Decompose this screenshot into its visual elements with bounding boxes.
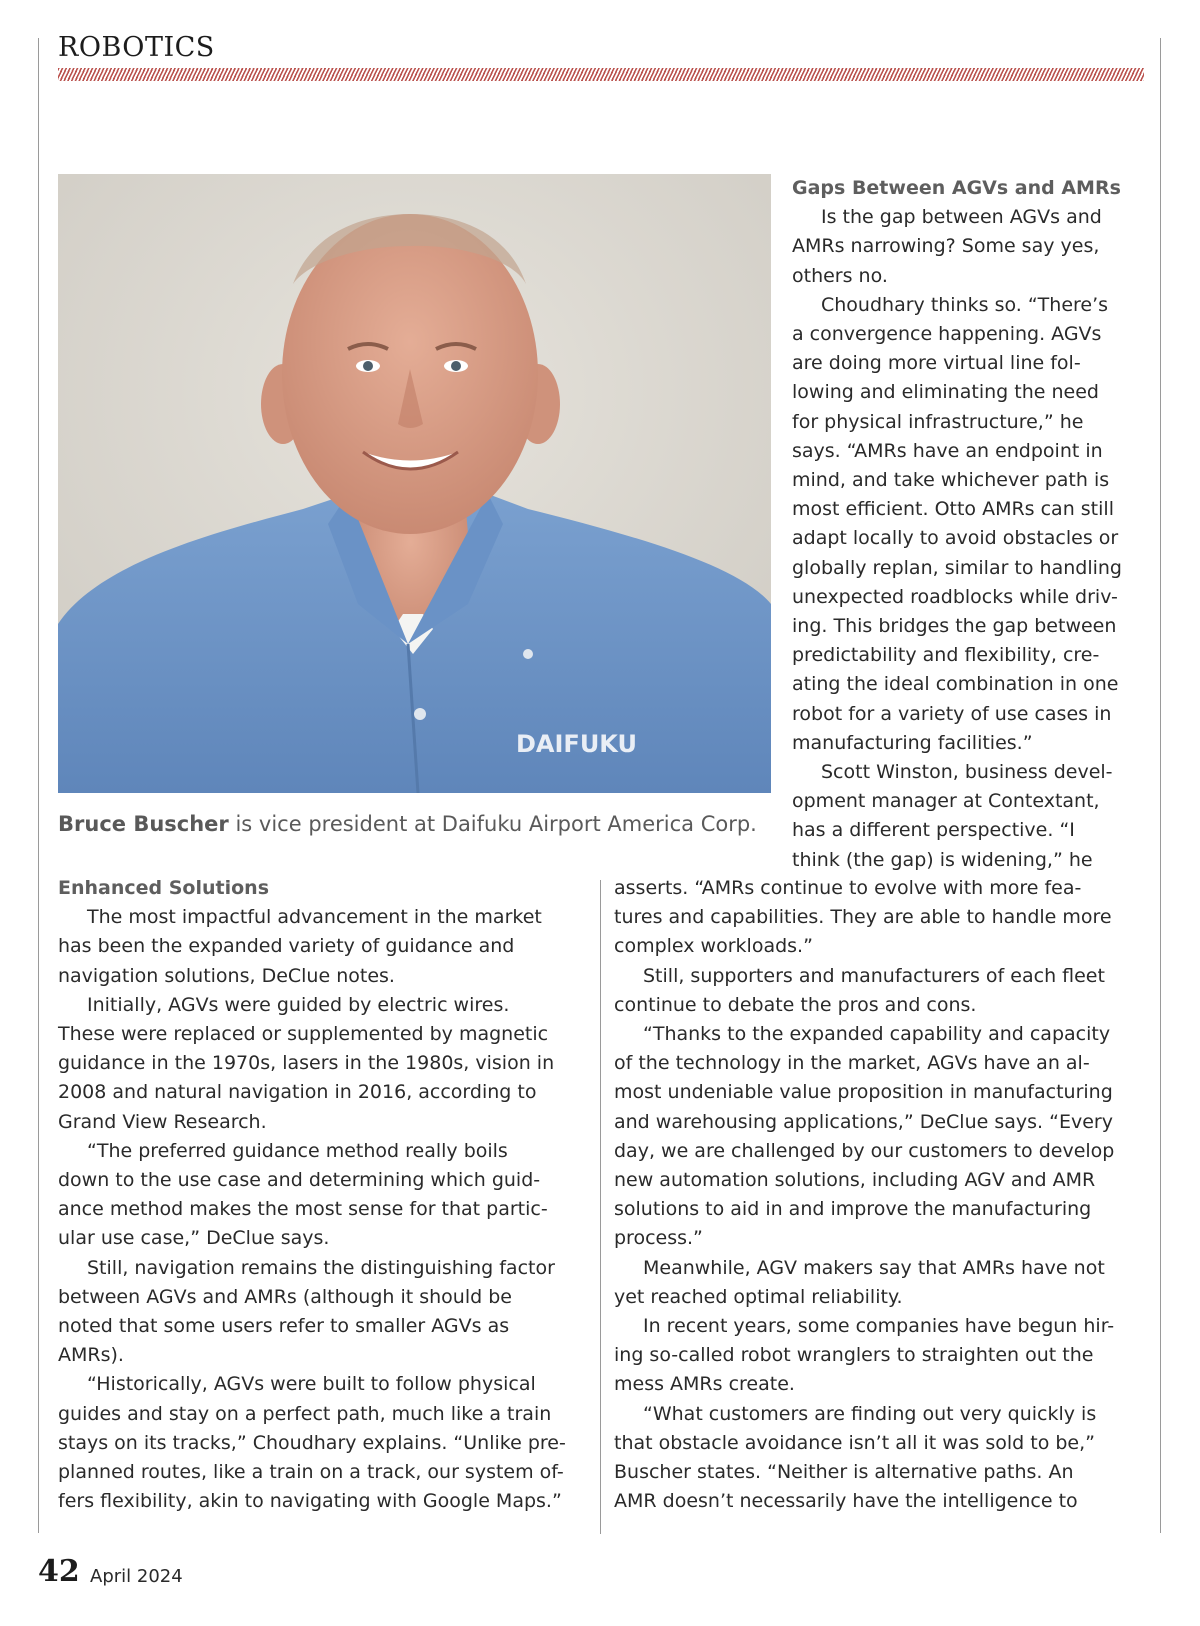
text-line: Buscher states. “Neither is alternative paths. An	[614, 1461, 1074, 1484]
text-line: Grand View Research.	[58, 1110, 267, 1133]
text-line: think (the gap) is widening,” he	[792, 848, 1093, 871]
text-line: ance method makes the most sense for that partic-	[58, 1198, 548, 1221]
shirt-logo-text: DAIFUKU	[516, 730, 637, 758]
section-heading-enhanced: Enhanced Solutions	[58, 877, 270, 899]
right-column	[614, 874, 1114, 1516]
text-line: unexpected roadblocks while driv-	[792, 585, 1118, 608]
left-page-rule	[38, 38, 39, 1533]
text-line: most efficient. Otto AMRs can still	[792, 498, 1114, 521]
text-line: Still, navigation remains the distinguishing factor	[87, 1256, 555, 1279]
section-title: ROBOTICS	[58, 32, 215, 63]
text-line: down to the use case and determining which guid-	[58, 1169, 541, 1192]
text-line: others no.	[792, 264, 888, 287]
text-line: are doing more virtual line fol-	[792, 352, 1081, 375]
text-line: navigation solutions, DeClue notes.	[58, 964, 395, 987]
text-line: lowing and eliminating the need	[792, 381, 1099, 404]
text-line: tures and capabilities. They are able to handle more	[614, 906, 1112, 929]
text-line: robot for a variety of use cases in	[792, 702, 1112, 725]
text-line: “Thanks to the expanded capability and capacity	[643, 1023, 1111, 1046]
portrait-photo	[58, 174, 771, 793]
text-line: AMRs).	[58, 1344, 124, 1367]
text-line: that obstacle avoidance isn’t all it was sold to be,”	[614, 1431, 1095, 1454]
text-line: solutions to aid in and improve the manufacturing	[614, 1198, 1092, 1221]
text-line: mind, and take whichever path is	[792, 469, 1110, 492]
text-line: a convergence happening. AGVs	[792, 323, 1102, 346]
section-heading-gaps: Gaps Between AGVs and AMRs	[792, 177, 1121, 199]
right-page-rule	[1160, 38, 1161, 1533]
text-line: AMRs narrowing? Some say yes,	[792, 235, 1100, 258]
text-line: planned routes, like a train on a track, our system of-	[58, 1461, 564, 1484]
text-line: process.”	[614, 1227, 703, 1250]
text-line: Is the gap between AGVs and	[821, 206, 1102, 229]
text-line: stays on its tracks,” Choudhary explains. “Unlike pre-	[58, 1431, 566, 1454]
text-line: guidance in the 1970s, lasers in the 1980s, vision in	[58, 1052, 555, 1075]
text-line: Scott Winston, business devel-	[821, 761, 1113, 784]
text-line: noted that some users refer to smaller AGVs as	[58, 1315, 510, 1338]
text-line: between AGVs and AMRs (although it should be	[58, 1285, 512, 1308]
text-line: complex workloads.”	[614, 935, 813, 958]
text-line: These were replaced or supplemented by magnetic	[58, 1023, 549, 1046]
text-line: continue to debate the pros and cons.	[614, 993, 977, 1016]
text-line: Choudhary thinks so. “There’s	[821, 293, 1109, 316]
text-line: ular use case,” DeClue says.	[58, 1227, 330, 1250]
text-line: Still, supporters and manufacturers of each fleet	[643, 964, 1105, 987]
text-line: mess AMRs create.	[614, 1373, 795, 1396]
text-line: opment manager at Contextant,	[792, 790, 1100, 813]
text-line: new automation solutions, including AGV and AMR	[614, 1169, 1096, 1192]
text-line: asserts. “AMRs continue to evolve with more fea-	[614, 877, 1082, 899]
caption-name: Bruce Buscher	[58, 812, 229, 836]
text-line: for physical infrastructure,” he	[792, 410, 1084, 433]
page-number: 42	[38, 1554, 80, 1589]
text-line: Meanwhile, AGV makers say that AMRs have not	[643, 1256, 1105, 1279]
text-line: yet reached optimal reliability.	[614, 1285, 903, 1308]
text-line: says. “AMRs have an endpoint in	[792, 439, 1103, 462]
text-line: Initially, AGVs were guided by electric wires.	[87, 993, 510, 1016]
text-line: guides and stay on a perfect path, much like a train	[58, 1402, 552, 1425]
text-line: most undeniable value proposition in manufacturing	[614, 1081, 1113, 1104]
portrait-illustration	[58, 174, 771, 793]
left-column	[58, 874, 566, 1516]
text-line: ing. This bridges the gap between	[792, 615, 1117, 638]
text-line: has a different perspective. “I	[792, 819, 1075, 842]
photo-caption	[58, 812, 757, 836]
text-line: fers flexibility, akin to navigating with Google Maps.”	[58, 1490, 562, 1513]
text-line: adapt locally to avoid obstacles or	[792, 527, 1119, 550]
text-line: “Historically, AGVs were built to follow physical	[87, 1373, 536, 1396]
text-line: globally replan, similar to handling	[792, 556, 1122, 579]
text-line: 2008 and natural navigation in 2016, according to	[58, 1081, 537, 1104]
text-line: The most impactful advancement in the market	[87, 906, 542, 929]
text-line: of the technology in the market, AGVs have an al-	[614, 1052, 1090, 1075]
caption-text: is vice president at Daifuku Airport America Corp.	[235, 812, 757, 836]
text-line: ating the ideal combination in one	[792, 673, 1119, 696]
issue-date: April 2024	[90, 1566, 183, 1587]
right-top-column	[792, 174, 1122, 875]
text-line: “What customers are finding out very quickly is	[643, 1402, 1097, 1425]
decorative-hatch-bar	[58, 68, 1144, 81]
column-divider	[600, 880, 601, 1534]
text-line: has been the expanded variety of guidance and	[58, 935, 515, 958]
text-line: manufacturing facilities.”	[792, 731, 1033, 754]
text-line: day, we are challenged by our customers to develop	[614, 1139, 1115, 1162]
text-line: and warehousing applications,” DeClue says. “Every	[614, 1110, 1113, 1133]
text-line: predictability and flexibility, cre-	[792, 644, 1100, 667]
text-line: AMR doesn’t necessarily have the intelligence to	[614, 1490, 1078, 1513]
text-line: “The preferred guidance method really boils	[87, 1139, 508, 1162]
text-line: In recent years, some companies have begun hir-	[643, 1315, 1115, 1338]
text-line: ing so-called robot wranglers to straighten out the	[614, 1344, 1094, 1367]
